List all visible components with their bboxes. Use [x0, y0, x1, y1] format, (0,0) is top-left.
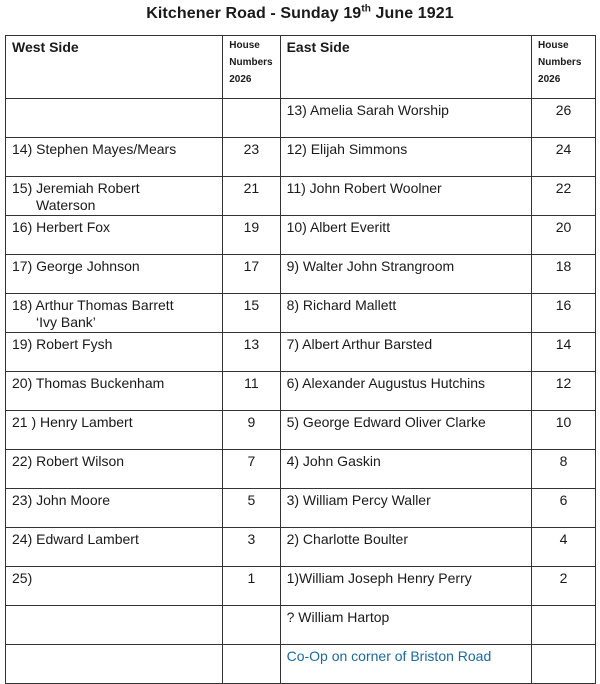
west-house-number: 17 — [223, 255, 280, 294]
west-occupant-name: 21 ) Henry Lambert — [12, 414, 133, 430]
west-occupant-name: 14) Stephen Mayes/Mears — [12, 141, 177, 157]
west-occupant-cell — [6, 216, 223, 255]
east-house-number: 16 — [532, 294, 596, 333]
west-house-number: 13 — [223, 333, 280, 372]
title-ordinal-suffix: th — [361, 3, 371, 15]
east-occupant-name: 8) Richard Mallett — [280, 294, 531, 333]
header-line: 2026 — [229, 74, 252, 85]
table-row — [6, 567, 596, 606]
west-occupant-cell — [6, 99, 223, 138]
header-line: 2026 — [538, 74, 561, 85]
east-occupant-name: 9) Walter John Strangroom — [280, 255, 531, 294]
east-house-number: 24 — [532, 138, 596, 177]
table-row — [6, 255, 596, 294]
west-occupant-name: 16) Herbert Fox — [12, 219, 111, 235]
table-row — [6, 177, 596, 216]
west-occupant-name-continued: Waterson — [36, 197, 96, 213]
west-occupant-cell — [6, 294, 223, 333]
west-house-number: 19 — [223, 216, 280, 255]
west-occupant-cell — [6, 411, 223, 450]
table-row — [6, 294, 596, 333]
west-house-number: 1 — [223, 567, 280, 606]
table-row — [6, 411, 596, 450]
east-occupant-name: 4) John Gaskin — [280, 450, 531, 489]
east-occupant-name: ? William Hartop — [280, 606, 531, 645]
occupants-table — [5, 35, 596, 684]
west-house-number: 11 — [223, 372, 280, 411]
east-occupant-name: 3) William Percy Waller — [280, 489, 531, 528]
west-occupant-cell — [6, 567, 223, 606]
west-house-number: 3 — [223, 528, 280, 567]
west-occupant-cell — [6, 177, 223, 216]
table-row — [6, 450, 596, 489]
header-line: House — [229, 40, 260, 51]
west-house-number: 21 — [223, 177, 280, 216]
west-occupant-cell — [6, 489, 223, 528]
west-occupant-name: 17) George Johnson — [12, 258, 140, 274]
east-occupant-name: 7) Albert Arthur Barsted — [280, 333, 531, 372]
west-occupant-name: 15) Jeremiah Robert — [12, 180, 140, 196]
title-text: Kitchener Road - Sunday 19 — [146, 5, 362, 22]
east-house-number: 14 — [532, 333, 596, 372]
header-line: Numbers — [538, 57, 582, 68]
table-row — [6, 333, 596, 372]
west-occupant-name-continued: ‘Ivy Bank’ — [36, 314, 96, 330]
west-occupant-name: 20) Thomas Buckenham — [12, 375, 165, 391]
west-occupant-name: 22) Robert Wilson — [12, 453, 125, 469]
west-house-number: 5 — [223, 489, 280, 528]
west-occupant-name: 23) John Moore — [12, 492, 111, 508]
table-row — [6, 489, 596, 528]
east-house-number: 26 — [532, 99, 596, 138]
west-occupant-cell — [6, 255, 223, 294]
west-occupant-cell — [6, 333, 223, 372]
west-house-number: 15 — [223, 294, 280, 333]
west-occupant-cell — [6, 372, 223, 411]
table-row — [6, 606, 596, 645]
east-occupant-name: 10) Albert Everitt — [280, 216, 531, 255]
east-house-number: 10 — [532, 411, 596, 450]
east-house-number: 20 — [532, 216, 596, 255]
header-line: Numbers — [229, 57, 273, 68]
east-house-number — [532, 606, 596, 645]
west-occupant-name: 18) Arthur Thomas Barrett — [12, 297, 174, 313]
east-occupant-name: 13) Amelia Sarah Worship — [280, 99, 531, 138]
east-house-number: 22 — [532, 177, 596, 216]
east-occupant-name: 2) Charlotte Boulter — [280, 528, 531, 567]
east-occupant-name: 5) George Edward Oliver Clarke — [280, 411, 531, 450]
east-side-header: East Side — [280, 36, 531, 99]
coop-corner-note: Co-Op on corner of Briston Road — [280, 645, 531, 684]
west-occupant-cell — [6, 528, 223, 567]
west-house-numbers-header — [223, 36, 280, 99]
page-title — [0, 5, 600, 23]
table-row — [6, 138, 596, 177]
east-house-number: 2 — [532, 567, 596, 606]
west-house-number: 7 — [223, 450, 280, 489]
east-occupant-name: 6) Alexander Augustus Hutchins — [280, 372, 531, 411]
west-occupant-name: 19) Robert Fysh — [12, 336, 113, 352]
table-row — [6, 372, 596, 411]
west-house-number: 23 — [223, 138, 280, 177]
west-occupant-cell — [6, 138, 223, 177]
table-header-row — [6, 36, 596, 99]
west-occupant-cell — [6, 606, 223, 645]
east-occupant-name: 11) John Robert Woolner — [280, 177, 531, 216]
west-occupant-name: 25) — [12, 570, 33, 586]
west-occupant-cell — [6, 450, 223, 489]
east-house-number: 6 — [532, 489, 596, 528]
table-row — [6, 216, 596, 255]
east-occupant-name: 12) Elijah Simmons — [280, 138, 531, 177]
title-month-year: June 1921 — [370, 5, 454, 22]
east-house-number: 12 — [532, 372, 596, 411]
west-house-number — [223, 606, 280, 645]
east-house-numbers-header — [532, 36, 596, 99]
west-occupant-name: 24) Edward Lambert — [12, 531, 139, 547]
west-house-number — [223, 99, 280, 138]
west-house-number: 9 — [223, 411, 280, 450]
east-occupant-name: 1)William Joseph Henry Perry — [280, 567, 531, 606]
east-house-number: 4 — [532, 528, 596, 567]
east-house-number: 18 — [532, 255, 596, 294]
east-house-number: 8 — [532, 450, 596, 489]
header-line: House — [538, 40, 569, 51]
table-row — [6, 99, 596, 138]
table-row — [6, 528, 596, 567]
west-side-header: West Side — [6, 36, 223, 99]
